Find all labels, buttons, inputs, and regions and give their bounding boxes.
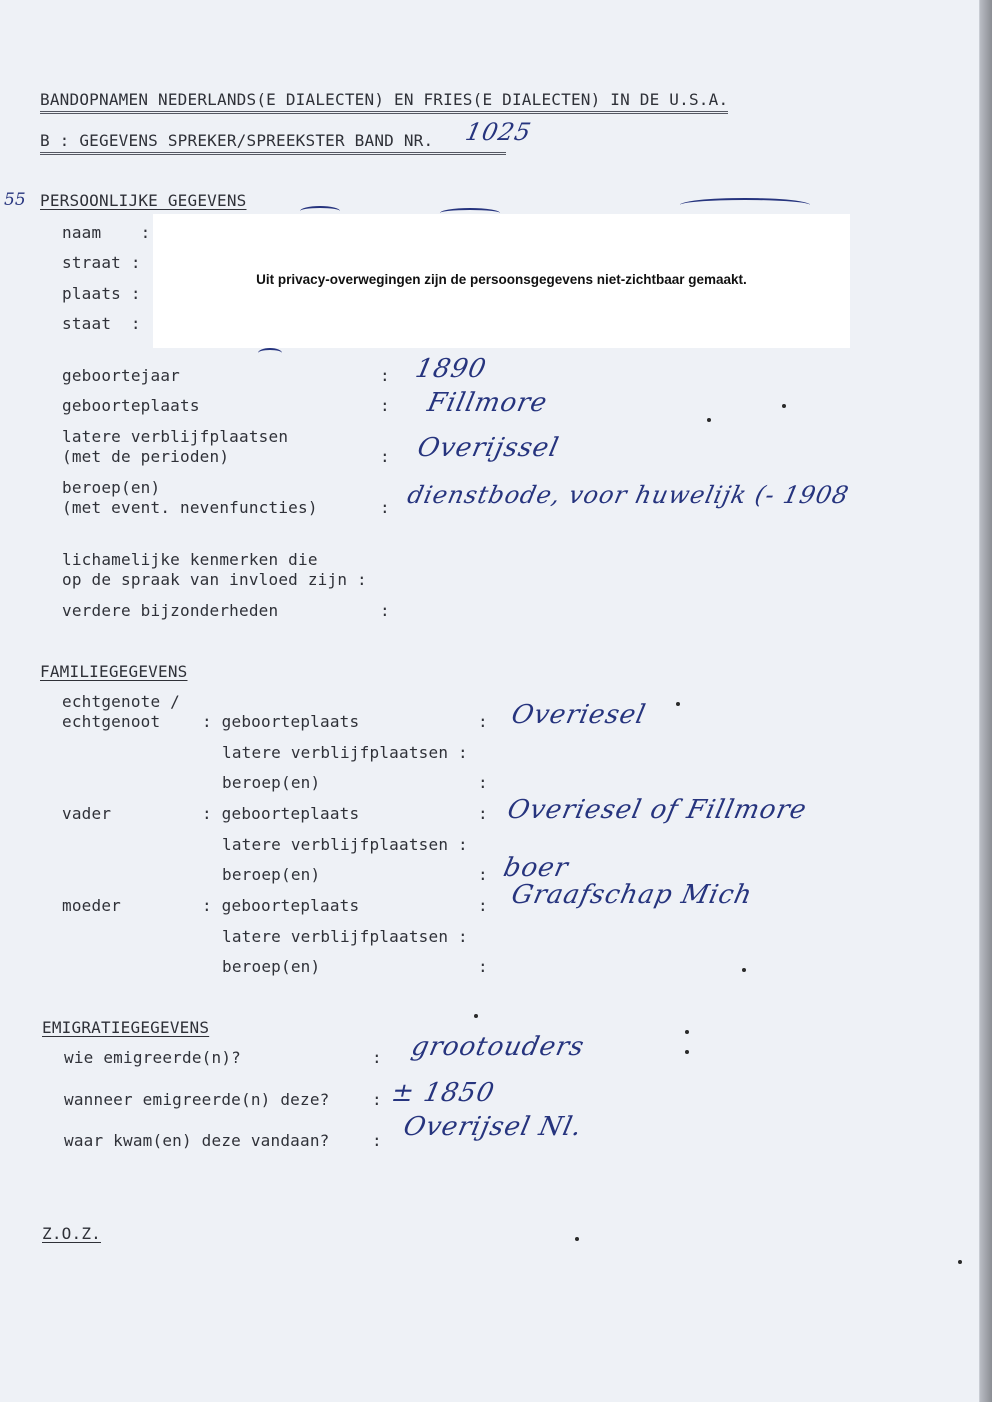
- geboorteplaats-label: geboorteplaats: [62, 396, 200, 415]
- paper-speck: [707, 418, 711, 422]
- paper-speck: [742, 968, 746, 972]
- vader-label: vader: [62, 804, 112, 823]
- colon: :: [372, 1048, 382, 1067]
- spouse-label-1: echtgenote /: [62, 692, 180, 711]
- vader-geboorteplaats-label: : geboorteplaats: [202, 804, 360, 823]
- colon: :: [478, 865, 488, 884]
- zoz-label: Z.O.Z.: [42, 1224, 101, 1243]
- paper-speck: [782, 404, 786, 408]
- paper-speck: [685, 1050, 689, 1054]
- family-heading: FAMILIEGEGEVENS: [40, 662, 188, 681]
- geboortejaar-label: geboortejaar: [62, 366, 180, 385]
- moeder-geboorteplaats-value: Graafschap Mich: [508, 880, 756, 910]
- colon: :: [380, 396, 390, 415]
- latere-label-2: (met de perioden): [62, 447, 230, 466]
- colon: :: [478, 896, 488, 915]
- band-number-handwritten: 1025: [463, 118, 535, 146]
- colon: :: [380, 498, 390, 517]
- subtitle-text: B : GEGEVENS SPREKER/SPREEKSTER BAND NR.: [40, 131, 434, 150]
- handwriting-fragment: [258, 348, 282, 358]
- colon: :: [478, 957, 488, 976]
- beroep-label-1: beroep(en): [62, 478, 161, 497]
- spouse-latere-label: latere verblijfplaatsen :: [222, 743, 468, 762]
- colon: :: [478, 804, 488, 823]
- moeder-label: moeder: [62, 896, 121, 915]
- vader-latere-label: latere verblijfplaatsen :: [222, 835, 468, 854]
- lichamelijk-label-1: lichamelijke kenmerken die: [62, 550, 318, 569]
- document-title: BANDOPNAMEN NEDERLANDS(E DIALECTEN) EN FRIES(E DIALECTEN) IN DE U.S.A.: [40, 90, 728, 114]
- spouse-beroep-label: beroep(en): [222, 773, 321, 792]
- moeder-latere-label: latere verblijfplaatsen :: [222, 927, 468, 946]
- colon: :: [478, 773, 488, 792]
- spouse-geboorteplaats-value: Overiesel: [508, 700, 649, 730]
- paper-speck: [474, 1014, 478, 1018]
- spouse-geboorteplaats-label: : geboorteplaats: [202, 712, 360, 731]
- paper-speck: [575, 1237, 579, 1241]
- wanneer-value: ± 1850: [388, 1078, 498, 1108]
- verdere-label: verdere bijzonderheden: [62, 601, 279, 620]
- wanneer-label: wanneer emigreerde(n) deze?: [64, 1090, 330, 1109]
- colon: :: [380, 601, 390, 620]
- handwriting-fragment: [680, 198, 810, 212]
- emigration-heading: EMIGRATIEGEGEVENS: [42, 1018, 210, 1037]
- paper-speck: [958, 1260, 962, 1264]
- margin-note: 55: [4, 190, 26, 210]
- geboortejaar-value: 1890: [412, 354, 490, 384]
- latere-value: Overijssel: [414, 433, 562, 463]
- paper-speck: [676, 702, 680, 706]
- vader-geboorteplaats-value: Overiesel of Fillmore: [504, 795, 810, 825]
- colon: :: [372, 1131, 382, 1150]
- colon: :: [478, 712, 488, 731]
- naam-label: naam :: [62, 223, 151, 242]
- beroep-value: dienstbode, voor huwelijk (- 1908: [405, 481, 852, 509]
- waar-value: Overijsel Nl.: [400, 1112, 586, 1142]
- moeder-geboorteplaats-label: : geboorteplaats: [202, 896, 360, 915]
- document-subtitle: [40, 131, 506, 155]
- vader-beroep-value: boer: [500, 853, 572, 883]
- personal-heading: PERSOONLIJKE GEGEVENS: [40, 191, 247, 210]
- privacy-notice: Uit privacy-overwegingen zijn de persoonsgegevens niet-zichtbaar gemaakt.: [256, 271, 747, 287]
- lichamelijk-label-2: op de spraak van invloed zijn :: [62, 570, 367, 589]
- page-edge: [980, 0, 992, 1402]
- paper-speck: [685, 1030, 689, 1034]
- privacy-redaction-box: [153, 214, 850, 348]
- beroep-label-2: (met event. nevenfuncties): [62, 498, 318, 517]
- geboorteplaats-value: Fillmore: [424, 388, 551, 418]
- vader-beroep-label: beroep(en): [222, 865, 321, 884]
- latere-label-1: latere verblijfplaatsen: [62, 427, 289, 446]
- colon: :: [380, 366, 390, 385]
- spouse-label-2: echtgenoot: [62, 712, 161, 731]
- wie-label: wie emigreerde(n)?: [64, 1048, 241, 1067]
- plaats-label: plaats :: [62, 284, 141, 303]
- wie-value: grootouders: [408, 1032, 588, 1062]
- moeder-beroep-label: beroep(en): [222, 957, 321, 976]
- colon: :: [372, 1090, 382, 1109]
- waar-label: waar kwam(en) deze vandaan?: [64, 1131, 330, 1150]
- staat-label: staat :: [62, 314, 141, 333]
- straat-label: straat :: [62, 253, 141, 272]
- colon: :: [380, 447, 390, 466]
